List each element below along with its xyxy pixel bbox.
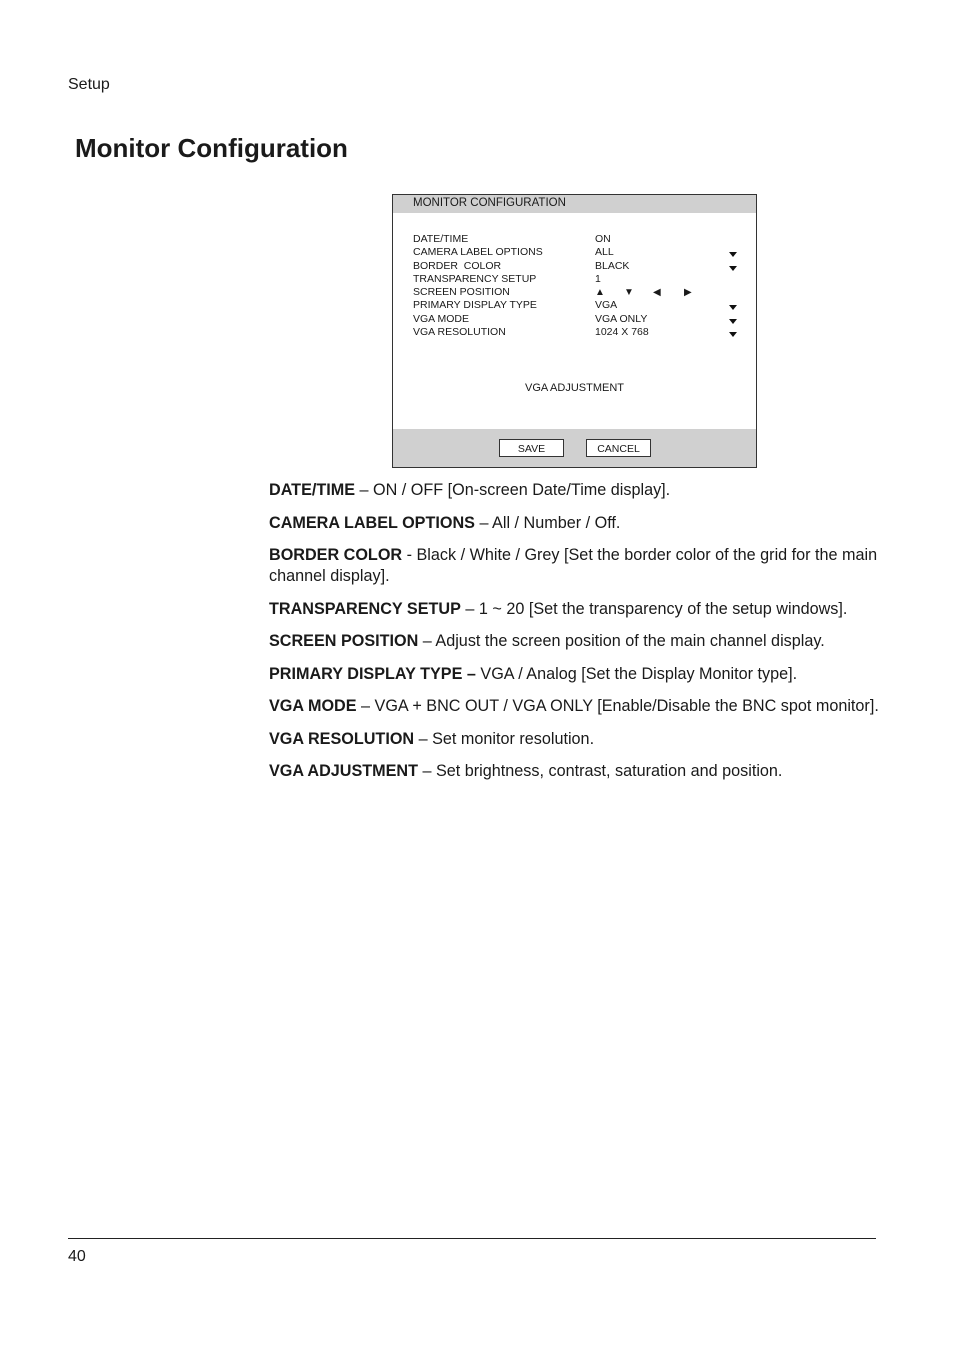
dropdown-arrow-icon[interactable]: [729, 332, 737, 337]
description-term: VGA MODE: [269, 697, 357, 715]
setting-date-time[interactable]: [413, 233, 733, 246]
setting-value[interactable]: 1: [595, 272, 601, 285]
description-text: VGA / Analog [Set the Display Monitor type].: [475, 664, 798, 683]
window-footer: [393, 429, 756, 467]
setting-value[interactable]: 1024 X 768: [595, 326, 649, 339]
setting-value[interactable]: BLACK: [595, 259, 630, 272]
description-term: VGA ADJUSTMENT: [269, 762, 418, 780]
setting-label: VGA MODE: [413, 312, 470, 325]
window-title: MONITOR CONFIGURATION: [413, 197, 566, 209]
left-arrow-icon[interactable]: ◀: [653, 287, 661, 299]
description-term: VGA RESOLUTION: [269, 729, 415, 748]
monitor-configuration-window: [392, 194, 757, 468]
description-item: [269, 480, 884, 501]
description-text: – VGA + BNC OUT / VGA ONLY [Enable/Disable the BNC spot monitor].: [356, 697, 879, 715]
setting-label: BORDER COLOR: [413, 259, 502, 272]
setting-value[interactable]: ON: [595, 233, 611, 245]
footer-divider: [68, 1238, 876, 1239]
setting-value[interactable]: VGA ONLY: [595, 312, 648, 325]
description-text: – Adjust the screen position of the main channel display.: [418, 632, 825, 650]
description-item: [269, 729, 884, 750]
setting-value[interactable]: VGA: [595, 299, 618, 312]
description-item: [269, 664, 884, 685]
description-text: – Set monitor resolution.: [414, 729, 595, 748]
vga-adjustment-link[interactable]: VGA ADJUSTMENT: [524, 382, 625, 394]
settings-list: [413, 233, 733, 339]
description-term: BORDER COLOR: [269, 546, 403, 564]
setting-vga-resolution[interactable]: [413, 326, 733, 339]
description-text: – 1 ~ 20 [Set the transparency of the setup windows].: [460, 599, 848, 618]
description-term: DATE/TIME: [269, 481, 356, 499]
setting-value[interactable]: ALL: [595, 246, 614, 259]
setting-label: TRANSPARENCY SETUP: [413, 272, 537, 285]
page-number: 40: [68, 1248, 86, 1265]
setting-label: SCREEN POSITION: [413, 286, 510, 299]
setting-screen-position[interactable]: [413, 286, 733, 299]
setting-border-color[interactable]: [413, 260, 733, 273]
description-item: [269, 599, 884, 620]
setting-label: VGA RESOLUTION: [413, 326, 506, 339]
dropdown-arrow-icon[interactable]: [729, 252, 737, 257]
description-text: – All / Number / Off.: [474, 513, 621, 532]
description-item: [269, 513, 884, 534]
setting-vga-mode[interactable]: [413, 313, 733, 326]
dropdown-arrow-icon[interactable]: [729, 305, 737, 310]
setting-primary-display-type[interactable]: [413, 299, 733, 312]
description-text: – Set brightness, contrast, saturation and position.: [418, 762, 783, 780]
description-term: SCREEN POSITION: [269, 632, 419, 650]
setting-label: PRIMARY DISPLAY TYPE: [413, 299, 537, 312]
down-arrow-icon[interactable]: ▼: [624, 287, 634, 299]
window-titlebar: [393, 195, 756, 213]
description-text: – ON / OFF [On-screen Date/Time display].: [355, 481, 671, 499]
description-item: [269, 761, 884, 782]
setting-label: CAMERA LABEL OPTIONS: [413, 246, 543, 259]
right-arrow-icon[interactable]: ▶: [684, 287, 692, 299]
description-item: [269, 545, 884, 587]
setting-label: DATE/TIME: [413, 233, 469, 245]
description-term: CAMERA LABEL OPTIONS: [269, 513, 475, 532]
position-arrows: [595, 286, 715, 299]
description-term: PRIMARY DISPLAY TYPE –: [269, 664, 476, 683]
up-arrow-icon[interactable]: ▲: [595, 287, 605, 299]
setting-transparency-setup[interactable]: [413, 273, 733, 286]
description-text: - Black / White / Grey [Set the border color of the grid for the main channel display].: [269, 546, 878, 585]
page-title: Monitor Configuration: [75, 133, 348, 163]
save-button[interactable]: SAVE: [499, 439, 564, 457]
section-label: Setup: [68, 76, 110, 93]
description-item: [269, 696, 884, 717]
cancel-button[interactable]: CANCEL: [586, 439, 651, 457]
description-item: [269, 631, 884, 652]
dropdown-arrow-icon[interactable]: [729, 319, 737, 324]
dropdown-arrow-icon[interactable]: [729, 266, 737, 271]
description-list: [269, 480, 884, 794]
setting-camera-label-options[interactable]: [413, 246, 733, 259]
description-term: TRANSPARENCY SETUP: [269, 599, 461, 618]
